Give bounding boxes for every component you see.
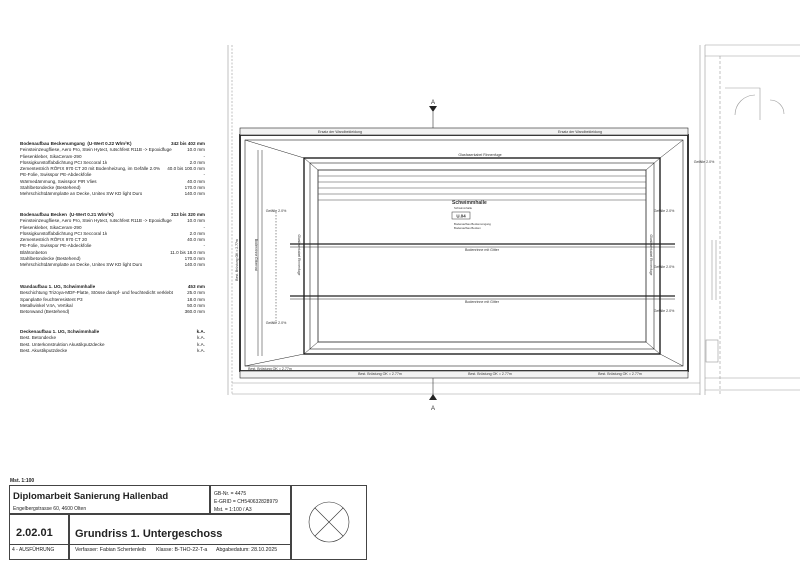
project-title: Diplomarbeit Sanierung Hallenbad bbox=[13, 491, 169, 502]
side-label: Bodenrinne Gitterrost bbox=[254, 238, 258, 272]
spec-total: 453 bbox=[187, 284, 196, 289]
spec-layer: Stahlbetondecke (Bestehend) 170.0 mm bbox=[20, 256, 205, 262]
spec-total: k.A. bbox=[196, 329, 205, 334]
pool-steps bbox=[318, 176, 646, 200]
spec-layer: Best. Unterkonstruktion Akustikputzdecke k.A. bbox=[20, 341, 205, 347]
top-label: Ersatz der Wandbekleidung bbox=[317, 130, 363, 134]
bottom-label: Best. Brüstung OK = 2.77m bbox=[358, 372, 402, 376]
spec-title: Wandaufbau 1. UG, Schwimmhalle bbox=[20, 284, 96, 289]
room-tag: U.04 bbox=[456, 213, 466, 219]
spec-layer: Betonwand (Bestehend) 360.0 mm bbox=[20, 309, 205, 315]
room-name: Schwimmhalle bbox=[452, 200, 487, 206]
building-outline bbox=[228, 45, 800, 395]
project-address: Engelbergstrasse 60, 4600 Olten bbox=[13, 506, 87, 512]
spec-layer: Fliesenkleber, SikaCeram-290 - bbox=[20, 153, 205, 159]
abgabe: Abgabedatum: 28.10.2025 bbox=[216, 547, 278, 553]
ceiling-label: Glasfaserkabel Rinnenfuge bbox=[458, 153, 502, 157]
spec-layer: Best. Akustikputzdecke k.A. bbox=[20, 347, 205, 353]
pool-basin bbox=[245, 140, 683, 366]
spec-layer: Stahlbetondecke (Bestehend) 170.0 mm bbox=[20, 185, 205, 191]
spec-layer: Flüssigkunstoffabdichtung PCI Seccoral 1k 2.0 mm bbox=[20, 159, 205, 165]
section-marker-bottom: A bbox=[430, 406, 436, 412]
mst: Mst. = 1:100 / A3 bbox=[214, 507, 252, 513]
spec-layer: PE-Folie, Swisspor PE-Abdeckfolie - bbox=[20, 172, 205, 178]
plan-title: Grundriss 1. Untergeschoss bbox=[75, 528, 223, 540]
spec-layer: Beschichtung Trizoya-MDF-Platte, Stösse dampf- und feuchtedicht verklebt 25.0 mm bbox=[20, 290, 205, 296]
spec-total: 313 bis 320 bbox=[171, 212, 196, 217]
spec-layer: Flüssigkunstoffabdichtung PCI Seccoral 1k 2.0 mm bbox=[20, 230, 205, 236]
side-label: Best. Brüstung OK = 2.77m bbox=[235, 239, 239, 281]
spec-layer: Zementestrich RÖFIX 970 CT 20 mit Bodenheizung, im Gefälle 2.0% 40.0 bis 100.0 mm bbox=[20, 166, 205, 172]
bottom-label: Best. Brüstung OK = 2.77m bbox=[598, 372, 642, 376]
room-line: Bodenaufbau Beckenumgang bbox=[454, 222, 491, 226]
spec-title: Bodenaufbau Becken bbox=[20, 212, 67, 217]
spec-layer: Fliesenkleber, SikaCeram-290 - bbox=[20, 224, 205, 230]
north-arrow-icon bbox=[291, 485, 367, 560]
spec-block-becken: Bodenaufbau Becken (U-Wert 0.21 W/m²K) 313 bis 320 mm Feinsteinzeugfliese, Aero Pro, Stein Hytect, rutschfest R11B -> Epoxidfuge 10.0 mm Fliesenkleber, SikaCeram-290 - Flüssigkunstoffabdichtung PCI Seccoral 1k 2.0 mm Zementestrich RÖFIX 970 CT 20 40.0 mm PE-Folie, Swisspor PE-Abdeckfolie - Blähtonbeton 11.0 bis 18.0 mm Stahlbetondecke (Bestehend) 170.0 mm Mehrschichtdämmplatte an Decke, Unitex SW KD light Duro 140.0 mm bbox=[20, 212, 205, 268]
gefaelle-label: Gefälle 2.0% bbox=[653, 309, 675, 313]
egrid: E-GRID = CH540632828979 bbox=[214, 499, 278, 505]
spec-title: Deckenaufbau 1. UG, Schwimmhalle bbox=[20, 329, 100, 334]
spec-layer: Mehrschichtdämmplatte an Decke, Unitex SW KD light Duro 140.0 mm bbox=[20, 262, 205, 268]
spec-layer: Wärmedämmung, Swisspor PIR Vlies 40.0 mm bbox=[20, 178, 205, 184]
floor-channels bbox=[258, 150, 675, 356]
side-label: Glasfaserkabel Rinnenfuge bbox=[649, 234, 653, 276]
section-marker-top: A bbox=[430, 100, 436, 106]
gefaelle-label: Gefälle 2.0% bbox=[265, 321, 287, 325]
spec-block-beckenumgang: Bodenaufbau Beckenumgang (U-Wert 0.22 W/m²K) 342 bis 402 mm Feinsteinzeugfliese, Aero Pro, Stein Hytect, rutschfest R11B -> Epoxidfuge 10.0 mm Fliesenkleber, SikaCeram-290 - Flüssigkunstoffabdichtung PCI Seccoral 1k 2.0 mm Zementestrich RÖFIX 970 CT 20 mit Bodenheizung, im Gefälle 2.0% 40.0 bis 100.0 mm PE-Folie, Swisspor PE-Abdeckfolie - Wärmedämmung, Swisspor PIR Vlies 40.0 mm Stahlbetondecke (Bestehend) 170.0 mm Mehrschichtdämmplatte an Decke, Unitex SW KD light Duro 140.0 mm bbox=[20, 141, 205, 197]
room-walls bbox=[240, 128, 688, 378]
gefaelle-label: Gefälle 2.0% bbox=[653, 209, 675, 213]
spec-layer: Feinsteinzeugfliese, Aero Pro, Stein Hytect, rutschfest R11B -> Epoxidfuge 10.0 mm bbox=[20, 218, 205, 224]
author: Verfasser: Fabian Schertenleib bbox=[75, 547, 146, 553]
spec-layer: Best. Betondecke k.A. bbox=[20, 335, 205, 341]
bottom-label: Best. Brüstung OK = 2.77m bbox=[468, 372, 512, 376]
bottom-label: Best. Brüstung OK = 2.77m bbox=[248, 367, 292, 371]
room-line: Bodenaufbau Becken bbox=[454, 226, 481, 230]
spec-layer: Spanplatte feuchteresistent P3 18.0 mm bbox=[20, 296, 205, 302]
spec-layer: Mehrschichtdämmplatte an Decke, Unitex SW KD light Duro 140.0 mm bbox=[20, 191, 205, 197]
spec-layer: Metallwinkel V4A, Vertikal 50.0 mm bbox=[20, 302, 205, 308]
spec-layer: PE-Folie, Swisspor PE-Abdeckfolie - bbox=[20, 243, 205, 249]
spec-total: 342 bis 402 bbox=[171, 141, 196, 146]
spec-title: Bodenaufbau Beckenumgang bbox=[20, 141, 85, 146]
gb-nr: GB-Nr. = 4475 bbox=[214, 491, 247, 497]
room-sub: Schwimmhalle bbox=[454, 206, 473, 210]
room-stamp bbox=[452, 200, 491, 230]
gefaelle-label: Gefälle 2.0% bbox=[265, 209, 287, 213]
channel-label: Bodenrinne mit Gitter bbox=[465, 300, 499, 304]
gefaelle-label: Gefälle 2.0% bbox=[653, 265, 675, 269]
side-label: Glasfaserkabel Rinnenfuge bbox=[297, 234, 301, 276]
channel-label: Bodenrinne mit Gitter bbox=[465, 248, 499, 252]
section-markers bbox=[429, 100, 437, 412]
phase: 4 - AUSFÜHRUNG bbox=[12, 547, 55, 553]
spec-layer: Zementestrich RÖFIX 970 CT 20 40.0 mm bbox=[20, 237, 205, 243]
scale-label: Mst. 1:100 bbox=[10, 478, 35, 484]
klasse: Klasse: B-THO-22-T-a bbox=[156, 547, 208, 553]
spec-uwert: (U-Wert 0.21 W/m²K) bbox=[69, 212, 114, 217]
spec-layer: Feinsteinzeugfliese, Aero Pro, Stein Hytect, rutschfest R11B -> Epoxidfuge 10.0 mm bbox=[20, 147, 205, 153]
plan-number: 2.02.01 bbox=[16, 527, 53, 539]
spec-uwert: (U-Wert 0.22 W/m²K) bbox=[87, 141, 132, 146]
spec-block-wandaufbau: Wandaufbau 1. UG, Schwimmhalle 453 mm Beschichtung Trizoya-MDF-Platte, Stösse dampf- und feuchtedicht verklebt 25.0 mm Spanplatte feuchteresistent P3 18.0 mm Metallwinkel V4A, Vertikal 50.0 mm Betonwand (Bestehend) 360.0 mm bbox=[20, 284, 205, 315]
gefaelle-label: Gefälle 2.0% bbox=[693, 160, 715, 164]
spec-layer: Blähtonbeton 11.0 bis 18.0 mm bbox=[20, 249, 205, 255]
top-label: Ersatz der Wandbekleidung bbox=[557, 130, 603, 134]
